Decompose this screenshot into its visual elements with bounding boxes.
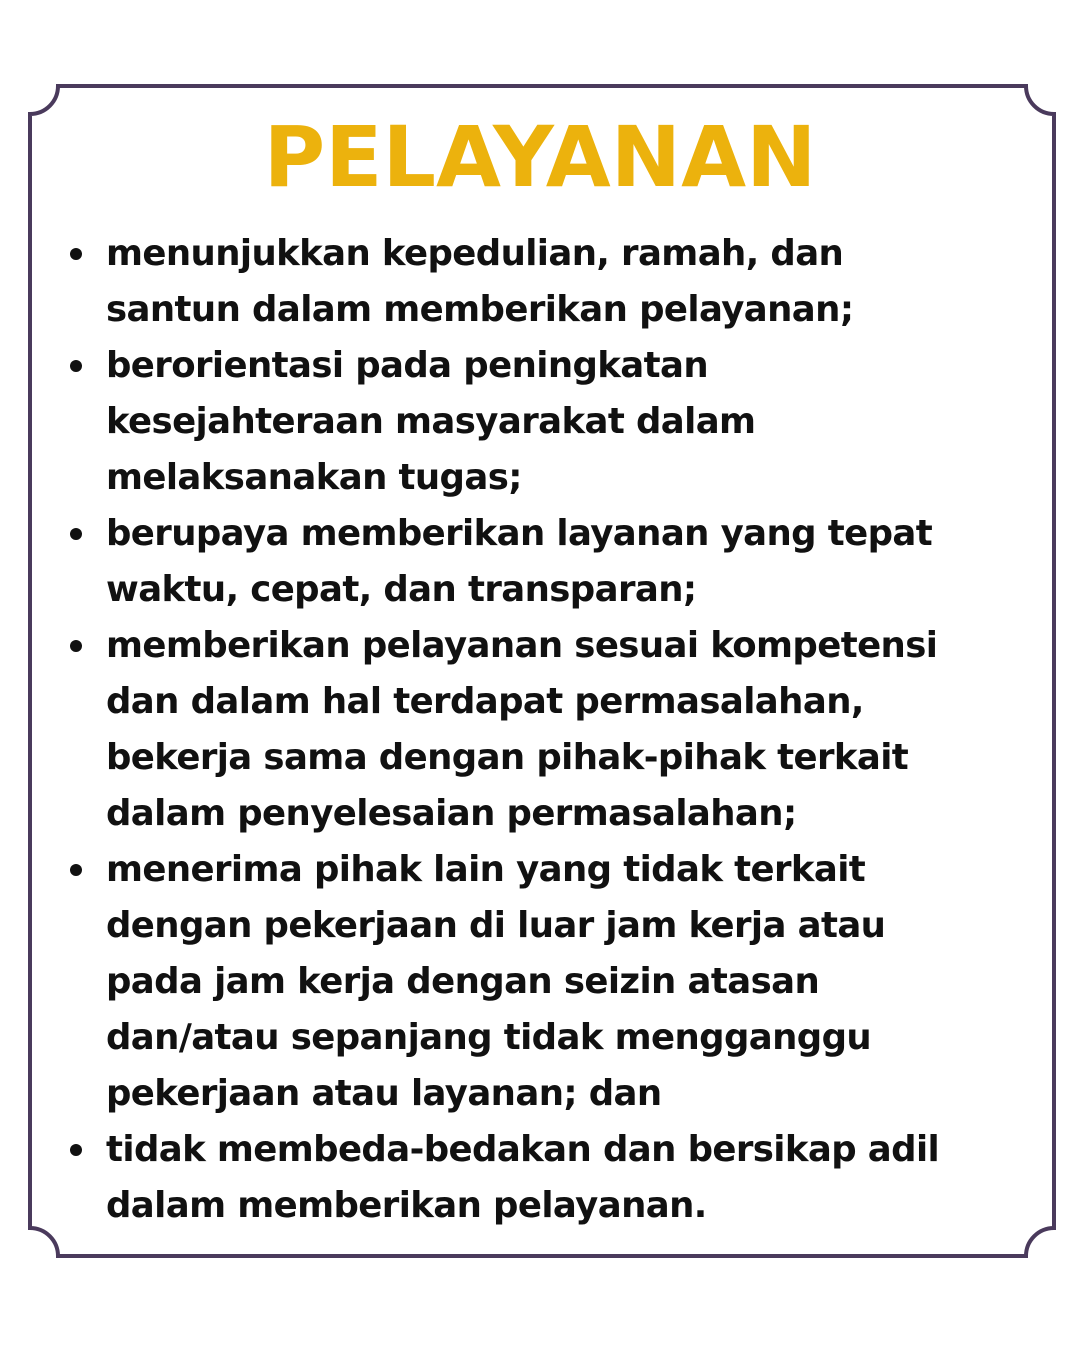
list-item-line: bekerja sama dengan pihak-pihak terkait <box>106 737 909 778</box>
list-item <box>60 1122 1020 1234</box>
list-item-line: waktu, cepat, dan transparan; <box>106 569 697 610</box>
page-title: PELAYANAN <box>263 108 817 206</box>
list-item-line: dalam memberikan pelayanan. <box>106 1185 707 1226</box>
bullet-dot <box>70 360 82 372</box>
list-item-line: pekerjaan atau layanan; dan <box>106 1073 662 1114</box>
list-item-line: menunjukkan kepedulian, ramah, dan <box>106 233 844 274</box>
list-item-line: kesejahteraan masyarakat dalam <box>106 401 756 442</box>
list-item <box>60 618 1020 842</box>
bullet-dot <box>70 248 82 260</box>
bullet-dot <box>70 640 82 652</box>
list-item-line: tidak membeda-bedakan dan bersikap adil <box>106 1129 940 1170</box>
list-item-line: dan dalam hal terdapat permasalahan, <box>106 681 864 722</box>
list-item <box>60 338 1020 506</box>
list-item-line: dengan pekerjaan di luar jam kerja atau <box>106 905 886 946</box>
list-item-line: dalam penyelesaian permasalahan; <box>106 793 797 834</box>
list-item-line: melaksanakan tugas; <box>106 457 522 498</box>
list-item-line: dan/atau sepanjang tidak mengganggu <box>106 1017 872 1058</box>
list-item-line: memberikan pelayanan sesuai kompetensi <box>106 625 938 666</box>
bullet-dot <box>70 864 82 876</box>
bullet-dot <box>70 528 82 540</box>
list-item-line: santun dalam memberikan pelayanan; <box>106 289 854 330</box>
list-item <box>60 226 1020 338</box>
list-item-line: menerima pihak lain yang tidak terkait <box>106 849 866 890</box>
list-item-line: pada jam kerja dengan seizin atasan <box>106 961 820 1002</box>
bullet-dot <box>70 1144 82 1156</box>
list-item <box>60 506 1020 618</box>
list-item <box>60 842 1020 1122</box>
list-item-line: berupaya memberikan layanan yang tepat <box>106 513 933 554</box>
bullet-list <box>60 226 1020 1234</box>
content-area <box>60 108 1020 1238</box>
list-item-line: berorientasi pada peningkatan <box>106 345 709 386</box>
